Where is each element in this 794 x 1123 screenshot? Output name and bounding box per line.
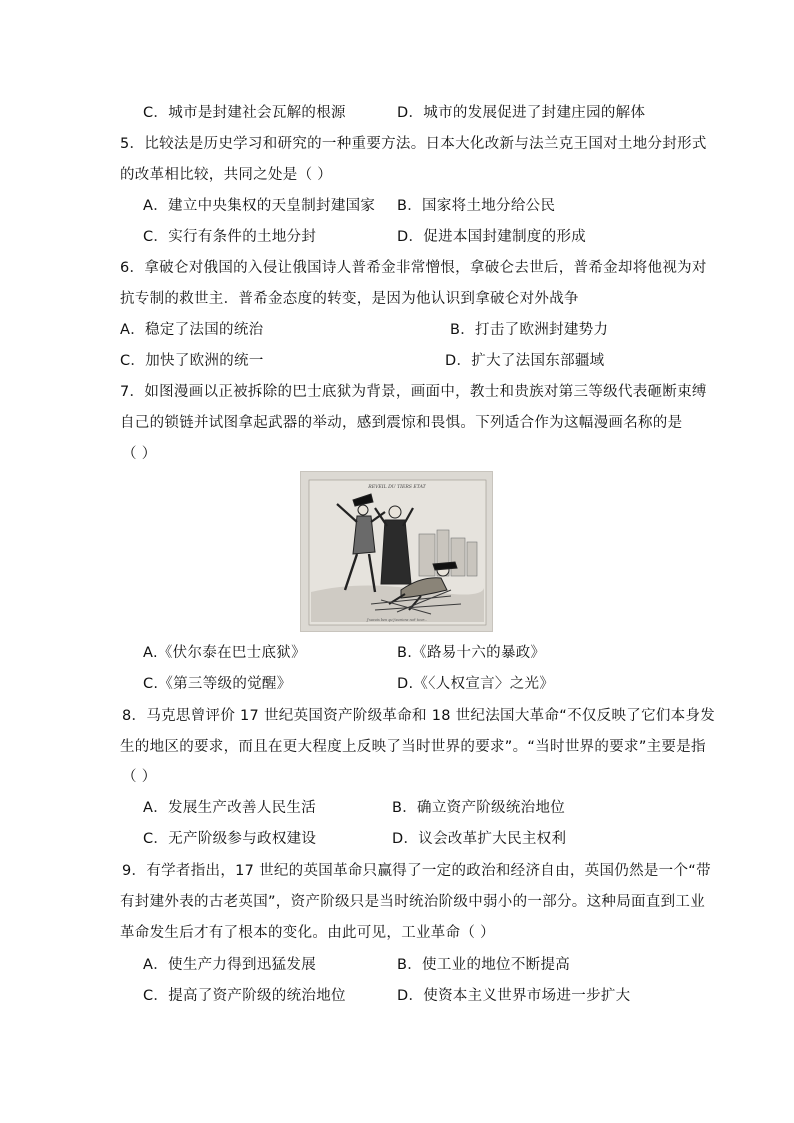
cartoon-figure [300,471,493,632]
q7-stem-line-2: 自己的锁链并试图拿起武器的举动，感到震惊和畏惧。下列适合作为这幅漫画名称的是 [120,415,683,431]
q4-option-c: C．城市是封建社会瓦解的根源 [143,105,346,121]
q8-option-d: D．议会改革扩大民主权利 [392,831,567,847]
cartoon-illustration [301,472,493,632]
q5-stem-line-1: 5．比较法是历史学习和研究的一种重要方法。日本大化改新与法兰克王国对土地分封形式 [120,136,707,152]
q8-stem-line-2: 生的地区的要求，而且在更大程度上反映了当时世界的要求”。“当时世界的要求”主要是指 [120,739,706,755]
q6-stem-line-2: 抗专制的救世主．普希金态度的转变，是因为他认识到拿破仑对外战争 [120,291,579,307]
q9-option-c: C．提高了资产阶级的统治地位 [143,988,346,1004]
q8-stem-line-1: 8．马克思曾评价 17 世纪英国资产阶级革命和 18 世纪法国大革命“不仅反映了它们本身发 [122,708,716,724]
q9-option-d: D．使资本主义世界市场进一步扩大 [397,988,631,1004]
q8-option-b: B．确立资产阶级统治地位 [392,800,566,816]
q7-option-c: C.《第三等级的觉醒》 [143,676,292,692]
q9-stem-line-1: 9．有学者指出，17 世纪的英国革命只赢得了一定的政治和经济自由，英国仍然是一个“带 [122,863,711,879]
q5-stem-line-2: 的改革相比较，共同之处是（ ） [120,167,333,183]
q9-option-a: A．使生产力得到迅猛发展 [143,957,317,973]
q7-option-d: D.《〈人权宣言〉之光》 [397,676,555,692]
q8-option-c: C．无产阶级参与政权建设 [143,831,317,847]
figure-title: REVEIL DU TIERS ETAT [368,485,426,490]
q8-option-a: A．发展生产改善人民生活 [143,800,317,816]
q7-option-b: B.《路易十六的暴政》 [397,645,546,661]
q4-option-d: D．城市的发展促进了封建庄园的解体 [397,105,646,121]
q5-option-d: D．促进本国封建制度的形成 [397,229,587,245]
q6-option-d: D．扩大了法国东部疆域 [445,353,605,369]
q9-stem-line-3: 革命发生后才有了根本的变化。由此可见，工业革命（ ） [120,925,495,941]
q7-option-a: A.《伏尔泰在巴士底狱》 [143,645,306,661]
q6-option-b: B．打击了欧洲封建势力 [450,322,609,338]
q6-option-c: C．加快了欧洲的统一 [120,353,264,369]
q7-stem-line-3: （ ） [122,446,157,462]
q8-stem-line-3: （ ） [122,769,157,785]
q5-option-a: A．建立中央集权的天皇制封建国家 [143,198,376,214]
q6-stem-line-1: 6．拿破仑对俄国的入侵让俄国诗人普希金非常憎恨，拿破仑去世后，普希金却将他视为对 [120,260,707,276]
q5-option-b: B．国家将土地分给公民 [397,198,556,214]
q9-option-b: B．使工业的地位不断提高 [397,957,571,973]
figure-caption: J'savois ben qu'j'aurions not' tour... [366,618,428,622]
q5-option-c: C．实行有条件的土地分封 [143,229,317,245]
q9-stem-line-2: 有封建外表的古老英国”，资产阶级只是当时统治阶级中弱小的一部分。这种局面直到工业 [120,894,706,910]
q7-stem-line-1: 7．如图漫画以正被拆除的巴士底狱为背景，画面中，教士和贵族对第三等级代表砸断束缚 [120,384,707,400]
q6-option-a: A．稳定了法国的统治 [120,322,264,338]
